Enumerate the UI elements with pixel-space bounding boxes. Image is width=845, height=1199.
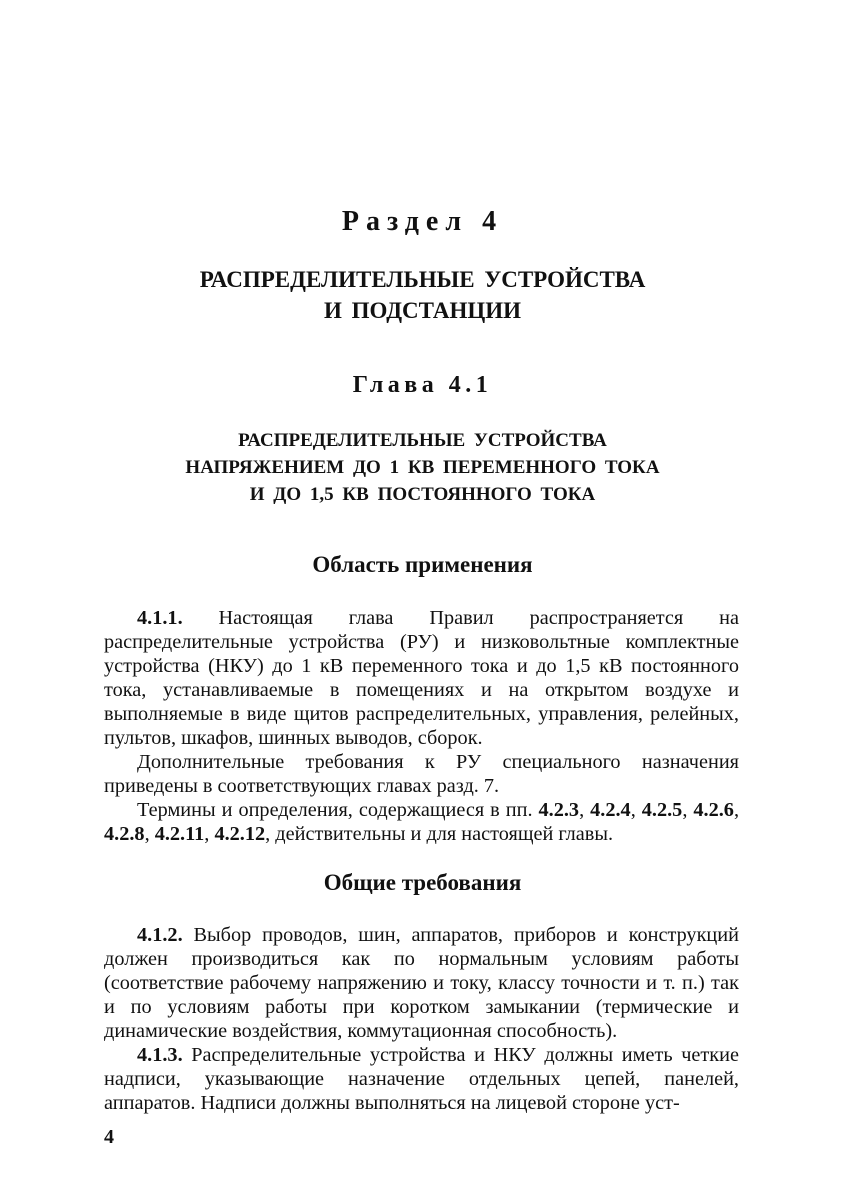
paragraph-4-1-1 [104, 606, 739, 750]
clause-reference: 4.2.12 [214, 823, 266, 845]
paragraph-text: Дополнительные требования к РУ специального назначения приведены в соответствующих главах разд. 7. [104, 751, 739, 797]
page-number: 4 [104, 1126, 114, 1148]
paragraph-additional [104, 750, 739, 798]
clause-reference: 4.2.11 [154, 823, 205, 845]
clause-reference: 4.2.4 [590, 799, 631, 821]
clause-number: 4.1.3. [137, 1044, 183, 1066]
paragraph-4-1-3 [104, 1043, 739, 1115]
chapter-name-line: И ДО 1,5 КВ ПОСТОЯННОГО ТОКА [249, 484, 596, 505]
separator: , [682, 799, 694, 821]
section-name-line: И ПОДСТАНЦИИ [323, 298, 522, 323]
paragraph-text: , действительны и для настоящей главы. [265, 823, 614, 845]
paragraph-text: Термины и определения, содержащиеся в пп. [137, 799, 539, 821]
clause-reference: 4.2.6 [693, 799, 734, 821]
chapter-name-line: РАСПРЕДЕЛИТЕЛЬНЫЕ УСТРОЙСТВА [238, 430, 607, 451]
clause-number: 4.1.2. [137, 924, 183, 946]
scope-heading: Область применения [312, 552, 533, 577]
separator: , [204, 823, 215, 845]
clause-reference: 4.2.8 [104, 823, 145, 845]
section-name [0, 264, 845, 326]
section-title: Раздел 4 [341, 206, 504, 237]
paragraph-terms [104, 798, 739, 846]
separator: , [630, 799, 642, 821]
paragraph-4-1-2 [104, 923, 739, 1043]
general-heading: Общие требования [323, 870, 522, 895]
clause-number: 4.1.1. [137, 607, 183, 629]
paragraph-text: Настоящая глава Правил распространяется на распределительные устройства (РУ) и низковольтные комплектные устройства (НКУ) до 1 кВ переменного тока и до 1,5 кВ постоянного тока, устанавливаемые в помещениях и на открытом воздухе и выполняемые в виде щитов распределительных, управления, релейных, пультов, шкафов, шинных выводов, сборок. [104, 607, 739, 749]
paragraph-text: Выбор проводов, шин, аппаратов, приборов и конструкций должен производиться как по нормальным условиям работы (соответствие рабочему напряжению и току, классу точности и т. п.) так и по условиям работы при коротком замыкании (термические и динамические воздействия, коммутационная способность). [104, 924, 739, 1042]
separator: , [579, 799, 591, 821]
separator: , [733, 799, 740, 821]
clause-reference: 4.2.5 [641, 799, 683, 821]
chapter-name [0, 427, 845, 508]
chapter-name-line: НАПРЯЖЕНИЕМ ДО 1 КВ ПЕРЕМЕННОГО ТОКА [185, 457, 660, 478]
paragraph-text: Распределительные устройства и НКУ должны иметь четкие надписи, указывающие назначение отдельных цепей, панелей, аппаратов. Надписи должны выполняться на лицевой стороне уст- [104, 1044, 739, 1114]
chapter-title: Глава 4.1 [352, 372, 493, 398]
general-section [104, 923, 739, 1115]
section-name-line: РАСПРЕДЕЛИТЕЛЬНЫЕ УСТРОЙСТВА [199, 267, 646, 292]
clause-reference: 4.2.3 [538, 799, 580, 821]
separator: , [144, 823, 155, 845]
scope-section [104, 606, 739, 846]
